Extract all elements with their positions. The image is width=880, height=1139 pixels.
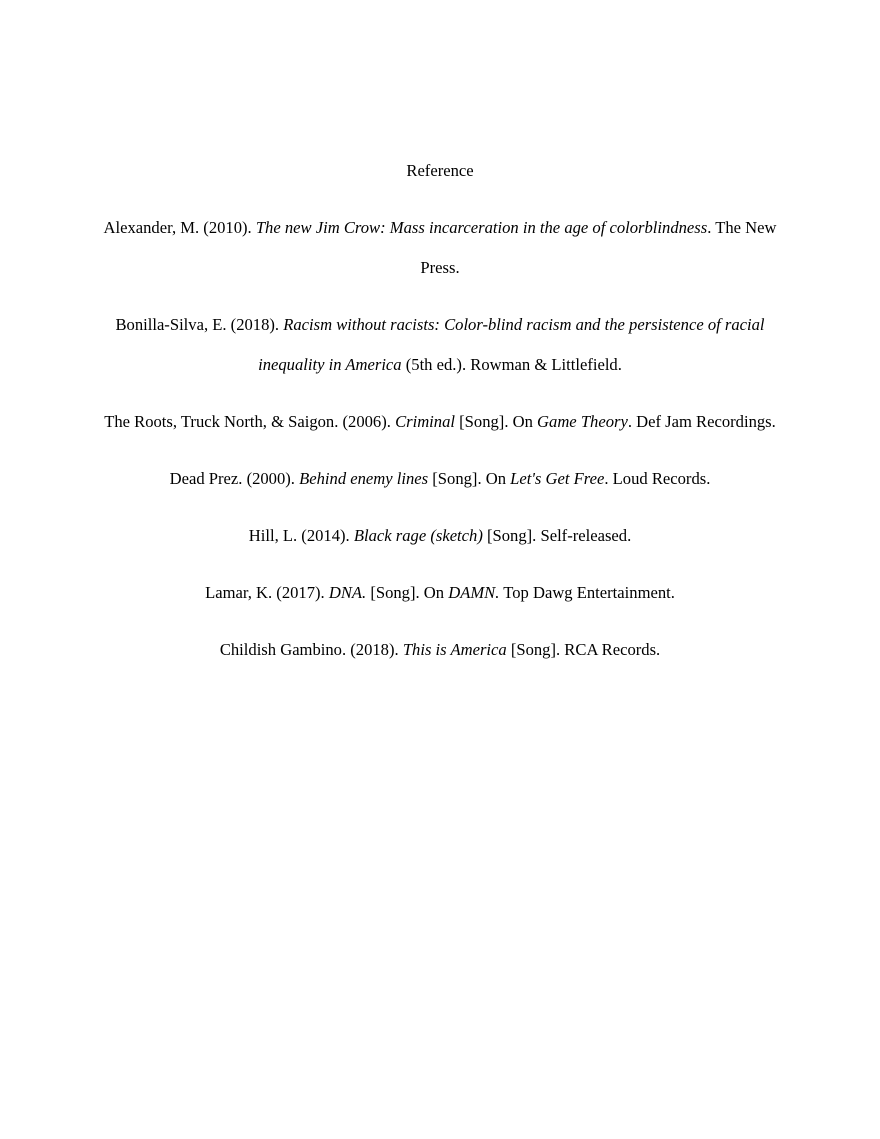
reference-title: This is America (402, 640, 507, 659)
reference-entry (96, 516, 784, 556)
reference-title: Criminal (395, 412, 455, 431)
reference-author-date: Hill, L. (2014). (248, 526, 354, 545)
reference-album: DAMN. (448, 583, 500, 602)
reference-entry (96, 573, 784, 613)
reference-title: Racism without racists: Color-blind racism and the persistence of racial inequality in America (258, 315, 765, 374)
reference-author-date: Lamar, K. (2017). (205, 583, 329, 602)
reference-author-date: Alexander, M. (2010). (103, 218, 256, 237)
reference-publisher: . Loud Records. (604, 469, 711, 488)
reference-author-date: The Roots, Truck North, & Saigon. (2006). (104, 412, 396, 431)
reference-album: Let's Get Free (510, 469, 605, 488)
reference-entry (96, 305, 784, 385)
reference-title: Behind enemy lines (299, 469, 429, 488)
reference-entry (96, 402, 784, 442)
reference-entry (96, 459, 784, 499)
reference-entry (96, 630, 784, 670)
reference-author-date: Bonilla-Silva, E. (2018). (115, 315, 284, 334)
reference-details: [Song]. On (428, 469, 511, 488)
reference-title: The new Jim Crow: Mass incarceration in the age of colorblindness (255, 218, 708, 237)
reference-details: [Song]. On (366, 583, 449, 602)
reference-author-date: Childish Gambino. (2018). (219, 640, 403, 659)
reference-publisher: . Def Jam Recordings. (627, 412, 776, 431)
reference-details: (5th ed.). Rowman & Littlefield. (401, 355, 622, 374)
reference-album: Game Theory (537, 412, 628, 431)
page-title: Reference (406, 161, 474, 180)
reference-author-date: Dead Prez. (2000). (169, 469, 300, 488)
reference-entry (96, 208, 784, 288)
reference-publisher: Top Dawg Entertainment. (499, 583, 675, 602)
reference-details: [Song]. On (455, 412, 538, 431)
reference-title: Black rage (sketch) (353, 526, 483, 545)
reference-title: DNA. (328, 583, 367, 602)
reference-details: [Song]. Self-released. (482, 526, 632, 545)
reference-details: . The New Press. (420, 218, 777, 277)
reference-list (96, 151, 784, 687)
reference-details: [Song]. RCA Records. (506, 640, 661, 659)
